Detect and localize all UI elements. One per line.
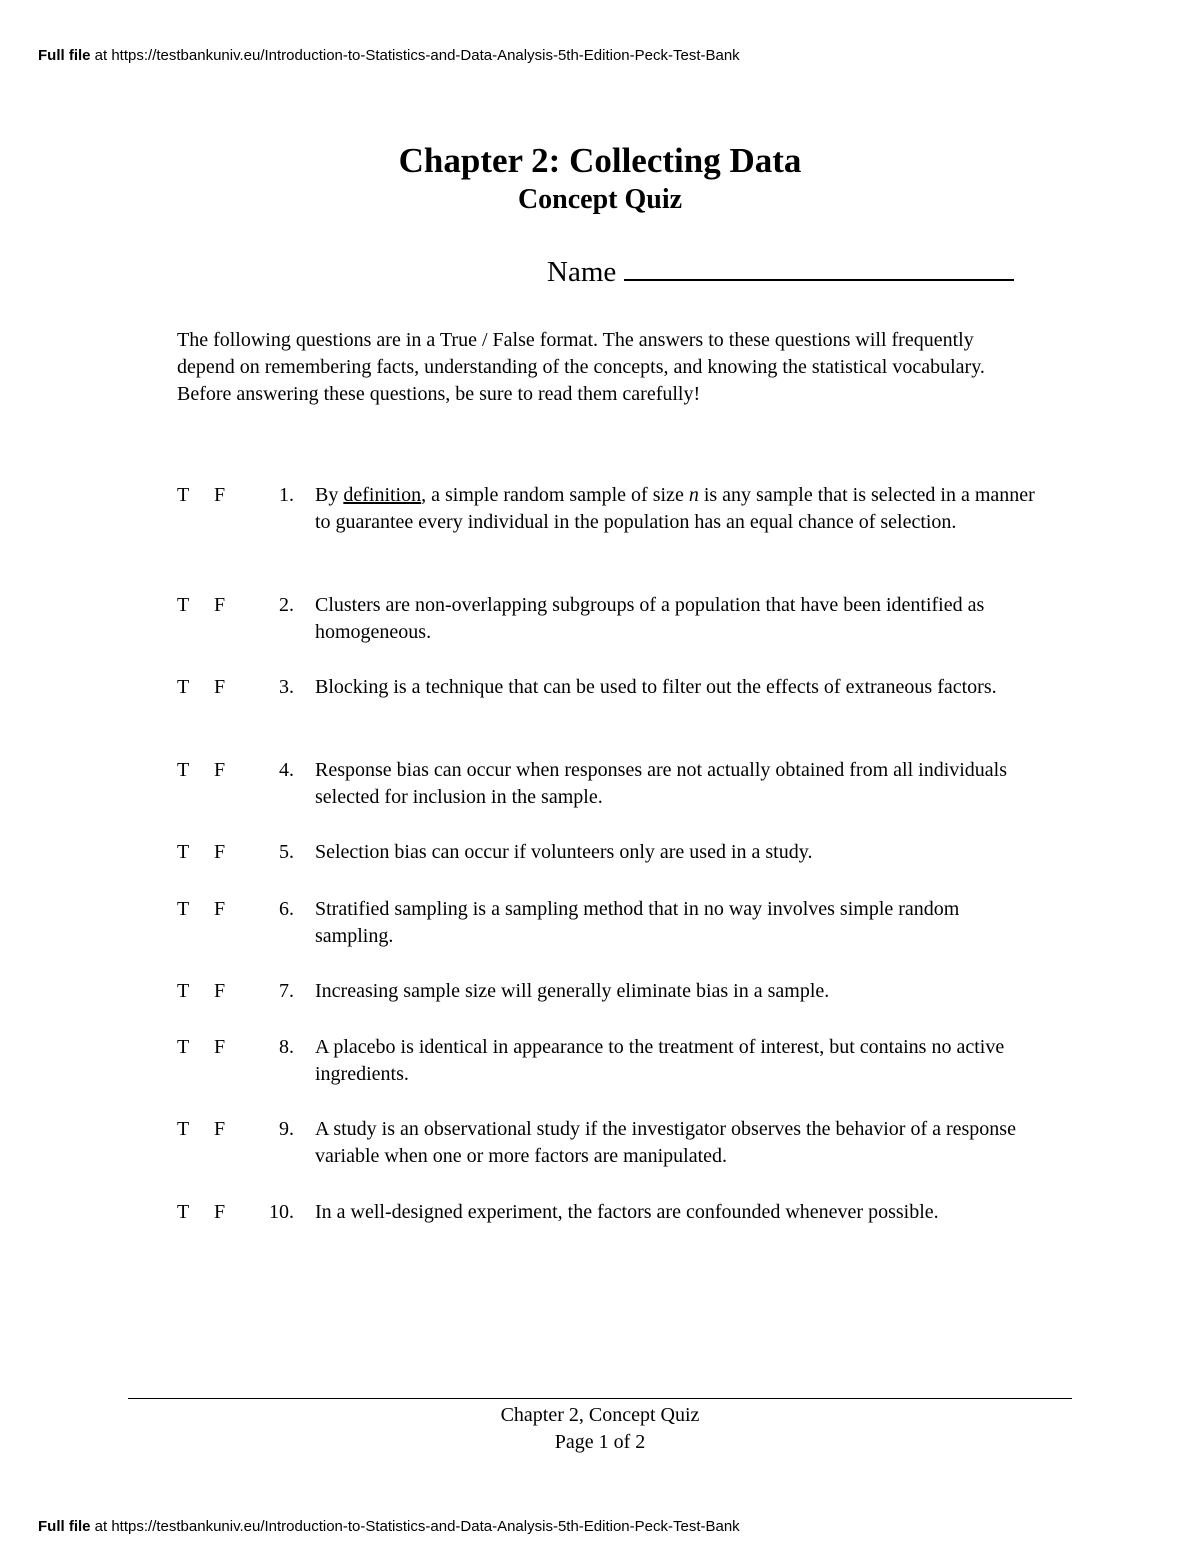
- false-option[interactable]: F: [214, 980, 226, 1002]
- true-option[interactable]: T: [177, 759, 190, 781]
- false-option[interactable]: F: [214, 1036, 226, 1058]
- footer-divider: [128, 1398, 1072, 1399]
- instructions-paragraph: The following questions are in a True / False format. The answers to these questions will frequently depend on remembering facts, understanding of the concepts, and knowing the statistical vocabulary. Before answering these questions, be sure to read them carefully!: [177, 329, 985, 405]
- true-option[interactable]: T: [177, 841, 190, 863]
- question-text-part: By: [315, 484, 344, 506]
- question-text-part: , a simple random sample of size: [421, 484, 689, 506]
- question-number: 4.: [279, 759, 294, 781]
- name-field: [547, 256, 1014, 289]
- top-banner: [38, 47, 740, 64]
- true-option[interactable]: T: [177, 1118, 190, 1140]
- question-number: 5.: [279, 841, 294, 863]
- question-text: In a well-designed experiment, the factors are confounded whenever possible.: [315, 1201, 939, 1223]
- footer-chapter-label: Chapter 2, Concept Quiz: [500, 1404, 700, 1426]
- false-option[interactable]: F: [214, 1118, 226, 1140]
- question-number: 7.: [279, 980, 294, 1002]
- question-number: 3.: [279, 676, 294, 698]
- question-text: A placebo is identical in appearance to the treatment of interest, but contains no active ingredients.: [315, 1036, 1005, 1085]
- question-number: 8.: [279, 1036, 294, 1058]
- false-option[interactable]: F: [214, 484, 226, 506]
- true-option[interactable]: T: [177, 676, 190, 698]
- bottom-banner: [38, 1518, 740, 1535]
- name-blank-line[interactable]: [624, 257, 1014, 281]
- true-option[interactable]: T: [177, 980, 190, 1002]
- question-number: 2.: [279, 594, 294, 616]
- question-number: 10.: [269, 1201, 294, 1223]
- false-option[interactable]: F: [214, 676, 226, 698]
- question-text: Selection bias can occur if volunteers only are used in a study.: [315, 841, 813, 863]
- banner-link-text[interactable]: at https://testbankuniv.eu/Introduction-to-Statistics-and-Data-Analysis-5th-Edition-Peck-Test-Bank: [90, 1518, 740, 1535]
- question-text: Clusters are non-overlapping subgroups of a population that have been identified as homogeneous.: [315, 594, 985, 643]
- true-option[interactable]: T: [177, 594, 190, 616]
- question-text: Increasing sample size will generally eliminate bias in a sample.: [315, 980, 830, 1002]
- underlined-term: definition: [343, 484, 422, 506]
- question-text: Response bias can occur when responses are not actually obtained from all individuals selected for inclusion in the sample.: [315, 759, 1008, 808]
- question-number: 1.: [279, 484, 294, 506]
- question-text: A study is an observational study if the investigator observes the behavior of a response variable when one or more factors are manipulated.: [315, 1118, 1016, 1167]
- italic-variable: n: [688, 484, 699, 506]
- true-option[interactable]: T: [177, 898, 190, 920]
- false-option[interactable]: F: [214, 759, 226, 781]
- footer-page-number: Page 1 of 2: [554, 1431, 646, 1453]
- banner-lead: Full file: [38, 47, 91, 64]
- chapter-title: Chapter 2: Collecting Data: [398, 141, 802, 180]
- false-option[interactable]: F: [214, 841, 226, 863]
- question-text: [315, 482, 1035, 536]
- true-option[interactable]: T: [177, 1036, 190, 1058]
- true-option[interactable]: T: [177, 1201, 190, 1223]
- question-text: Stratified sampling is a sampling method that in no way involves simple random sampling.: [315, 898, 960, 947]
- name-label: Name: [547, 256, 617, 288]
- banner-lead: Full file: [38, 1518, 91, 1535]
- question-number: 9.: [279, 1118, 294, 1140]
- question-number: 6.: [279, 898, 294, 920]
- quiz-subtitle: Concept Quiz: [517, 184, 683, 215]
- false-option[interactable]: F: [214, 594, 226, 616]
- false-option[interactable]: F: [214, 1201, 226, 1223]
- true-option[interactable]: T: [177, 484, 190, 506]
- question-text: Blocking is a technique that can be used to filter out the effects of extraneous factors.: [315, 676, 997, 698]
- banner-link-text[interactable]: at https://testbankuniv.eu/Introduction-to-Statistics-and-Data-Analysis-5th-Edition-Peck-Test-Bank: [90, 47, 740, 64]
- false-option[interactable]: F: [214, 898, 226, 920]
- question-text-part: is any sample that is selected in a manner to guarantee every individual in the population has an equal chance of selection.: [315, 484, 1035, 533]
